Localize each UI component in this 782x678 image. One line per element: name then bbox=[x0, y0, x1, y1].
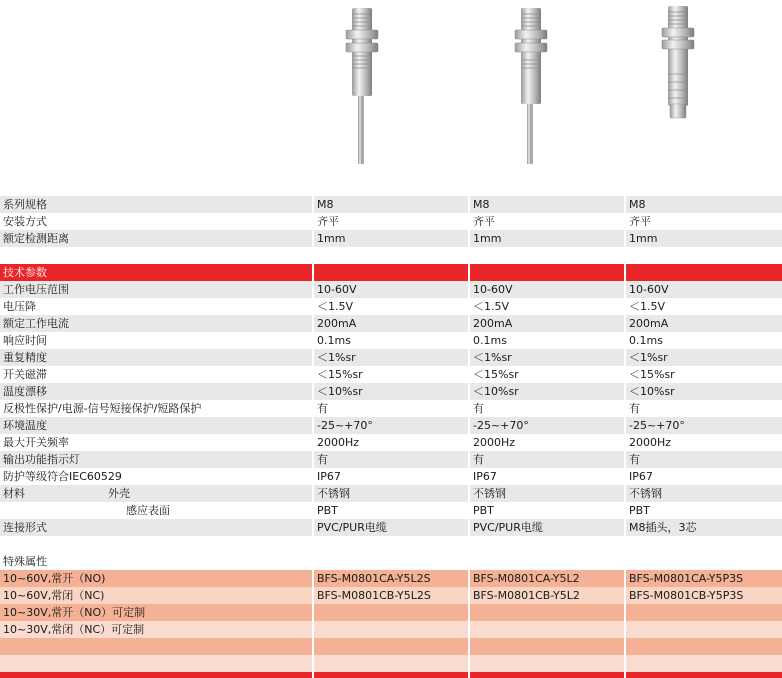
row-value: 齐平 bbox=[313, 213, 469, 230]
row-value: 1mm bbox=[313, 230, 469, 247]
special-row bbox=[0, 587, 782, 604]
blank-row bbox=[0, 536, 782, 553]
row-value bbox=[469, 638, 625, 655]
row-value: ＜1.5V bbox=[313, 298, 469, 315]
row-label: 防护等级符合IEC60529 bbox=[0, 468, 313, 485]
row-label bbox=[0, 638, 313, 655]
row-value: ＜15%sr bbox=[313, 366, 469, 383]
sensor-cable-2 bbox=[504, 0, 564, 170]
row-value: M8 bbox=[313, 196, 469, 213]
face-value: PBT bbox=[469, 502, 625, 519]
row-value: -25~+70° bbox=[313, 417, 469, 434]
blank-cell bbox=[625, 553, 782, 570]
sensor-connector bbox=[650, 0, 710, 140]
row-value: 0.1ms bbox=[469, 332, 625, 349]
face-label-cell bbox=[0, 502, 313, 519]
row-label: 工作电压范围 bbox=[0, 281, 313, 298]
row-value: 齐平 bbox=[625, 213, 782, 230]
row-value: IP67 bbox=[313, 468, 469, 485]
row-value: -25~+70° bbox=[469, 417, 625, 434]
row-label bbox=[0, 655, 313, 672]
row-value: 齐平 bbox=[469, 213, 625, 230]
row-label: 开关磁滞 bbox=[0, 366, 313, 383]
connection-row bbox=[0, 519, 782, 536]
row-label: 响应时间 bbox=[0, 332, 313, 349]
bar-cell bbox=[313, 672, 469, 678]
special-row bbox=[0, 655, 782, 672]
material-face-row bbox=[0, 502, 782, 519]
tech-row bbox=[0, 383, 782, 400]
row-value: PVC/PUR电缆 bbox=[313, 519, 469, 536]
row-value bbox=[469, 621, 625, 638]
row-value: 2000Hz bbox=[313, 434, 469, 451]
spec-row bbox=[0, 247, 782, 264]
row-value bbox=[469, 604, 625, 621]
row-value bbox=[313, 655, 469, 672]
bar-cell bbox=[0, 672, 313, 678]
special-row bbox=[0, 604, 782, 621]
row-label: 安装方式 bbox=[0, 213, 313, 230]
bottom-bar bbox=[0, 672, 782, 678]
shell-value: 不锈钢 bbox=[625, 485, 782, 502]
row-value: BFS-M0801CB-Y5L2S bbox=[313, 587, 469, 604]
row-label: 重复精度 bbox=[0, 349, 313, 366]
row-value bbox=[625, 247, 782, 264]
blank-cell bbox=[469, 553, 625, 570]
product-images bbox=[0, 0, 782, 196]
row-label: 系列规格 bbox=[0, 196, 313, 213]
row-value bbox=[625, 655, 782, 672]
row-value bbox=[313, 604, 469, 621]
row-value: BFS-M0801CB-Y5P3S bbox=[625, 587, 782, 604]
row-label: 额定检测距离 bbox=[0, 230, 313, 247]
face-value: PBT bbox=[313, 502, 469, 519]
row-value: 有 bbox=[625, 400, 782, 417]
spec-table bbox=[0, 196, 782, 678]
row-value: ＜10%sr bbox=[625, 383, 782, 400]
bar-cell bbox=[469, 672, 625, 678]
row-value: ＜1%sr bbox=[469, 349, 625, 366]
row-value bbox=[313, 621, 469, 638]
sensor-cable-1 bbox=[336, 0, 396, 170]
row-value bbox=[625, 604, 782, 621]
spec-row bbox=[0, 230, 782, 247]
row-value bbox=[469, 655, 625, 672]
row-value: M8 bbox=[469, 196, 625, 213]
row-value: 200mA bbox=[625, 315, 782, 332]
blank-cell bbox=[313, 536, 469, 553]
row-label: 反极性保护/电源-信号短接保护/短路保护 bbox=[0, 400, 313, 417]
row-value: PVC/PUR电缆 bbox=[469, 519, 625, 536]
tech-row bbox=[0, 315, 782, 332]
row-value: 有 bbox=[469, 400, 625, 417]
row-value: ＜15%sr bbox=[469, 366, 625, 383]
row-label: 10~60V,常闭（NC) bbox=[0, 587, 313, 604]
blank-cell bbox=[625, 536, 782, 553]
row-value: IP67 bbox=[469, 468, 625, 485]
material-label: 材料 bbox=[3, 487, 25, 500]
row-label: 10~60V,常开（NO) bbox=[0, 570, 313, 587]
row-value: 200mA bbox=[313, 315, 469, 332]
tech-row bbox=[0, 332, 782, 349]
material-label-cell bbox=[0, 485, 313, 502]
row-value: 10-60V bbox=[625, 281, 782, 298]
row-value bbox=[625, 621, 782, 638]
row-label: 环境温度 bbox=[0, 417, 313, 434]
row-value: -25~+70° bbox=[625, 417, 782, 434]
section-title: 技术参数 bbox=[0, 264, 313, 281]
special-row bbox=[0, 570, 782, 587]
tech-row bbox=[0, 451, 782, 468]
row-value: 有 bbox=[313, 451, 469, 468]
special-title: 特殊属性 bbox=[0, 553, 313, 570]
tech-row bbox=[0, 366, 782, 383]
row-label: 温度漂移 bbox=[0, 383, 313, 400]
tech-row bbox=[0, 468, 782, 485]
row-value bbox=[313, 247, 469, 264]
row-value: ＜15%sr bbox=[625, 366, 782, 383]
row-label: 额定工作电流 bbox=[0, 315, 313, 332]
row-value: ＜10%sr bbox=[313, 383, 469, 400]
special-row bbox=[0, 638, 782, 655]
row-value: 0.1ms bbox=[313, 332, 469, 349]
row-value: BFS-M0801CA-Y5L2 bbox=[469, 570, 625, 587]
row-value: 10-60V bbox=[469, 281, 625, 298]
section-cell bbox=[313, 264, 469, 281]
tech-row bbox=[0, 434, 782, 451]
row-value: 0.1ms bbox=[625, 332, 782, 349]
row-value: ＜1.5V bbox=[625, 298, 782, 315]
row-value: 有 bbox=[625, 451, 782, 468]
row-label: 最大开关频率 bbox=[0, 434, 313, 451]
row-label bbox=[0, 247, 313, 264]
row-value: 200mA bbox=[469, 315, 625, 332]
section-cell bbox=[625, 264, 782, 281]
row-value: ＜1.5V bbox=[469, 298, 625, 315]
row-label: 电压降 bbox=[0, 298, 313, 315]
spec-row bbox=[0, 196, 782, 213]
row-value: 2000Hz bbox=[625, 434, 782, 451]
row-value: 1mm bbox=[469, 230, 625, 247]
blank-cell bbox=[469, 536, 625, 553]
blank-cell bbox=[313, 553, 469, 570]
row-value: 2000Hz bbox=[469, 434, 625, 451]
row-value: IP67 bbox=[625, 468, 782, 485]
row-label: 连接形式 bbox=[0, 519, 313, 536]
row-value: ＜1%sr bbox=[313, 349, 469, 366]
row-label: 10~30V,常开（NO）可定制 bbox=[0, 604, 313, 621]
row-value: BFS-M0801CB-Y5L2 bbox=[469, 587, 625, 604]
row-value: M8插头，3芯 bbox=[625, 519, 782, 536]
shell-label: 外壳 bbox=[108, 487, 130, 500]
face-value: PBT bbox=[625, 502, 782, 519]
section-header-tech bbox=[0, 264, 782, 281]
bar-cell bbox=[625, 672, 782, 678]
row-value: M8 bbox=[625, 196, 782, 213]
row-value: ＜1%sr bbox=[625, 349, 782, 366]
row-value bbox=[469, 247, 625, 264]
row-value: 10-60V bbox=[313, 281, 469, 298]
tech-row bbox=[0, 281, 782, 298]
section-cell bbox=[469, 264, 625, 281]
face-label: 感应表面 bbox=[126, 504, 170, 517]
row-value: ＜10%sr bbox=[469, 383, 625, 400]
tech-row bbox=[0, 298, 782, 315]
row-value bbox=[313, 638, 469, 655]
material-row bbox=[0, 485, 782, 502]
row-value: BFS-M0801CA-Y5L2S bbox=[313, 570, 469, 587]
row-value: 有 bbox=[469, 451, 625, 468]
row-value: 有 bbox=[313, 400, 469, 417]
special-row bbox=[0, 621, 782, 638]
special-title-row bbox=[0, 553, 782, 570]
shell-value: 不锈钢 bbox=[313, 485, 469, 502]
row-label: 10~30V,常闭（NC）可定制 bbox=[0, 621, 313, 638]
blank-cell bbox=[0, 536, 313, 553]
shell-value: 不锈钢 bbox=[469, 485, 625, 502]
tech-row bbox=[0, 417, 782, 434]
row-value: BFS-M0801CA-Y5P3S bbox=[625, 570, 782, 587]
row-label: 输出功能指示灯 bbox=[0, 451, 313, 468]
tech-row bbox=[0, 349, 782, 366]
row-value: 1mm bbox=[625, 230, 782, 247]
row-value bbox=[625, 638, 782, 655]
spec-row bbox=[0, 213, 782, 230]
tech-row bbox=[0, 400, 782, 417]
